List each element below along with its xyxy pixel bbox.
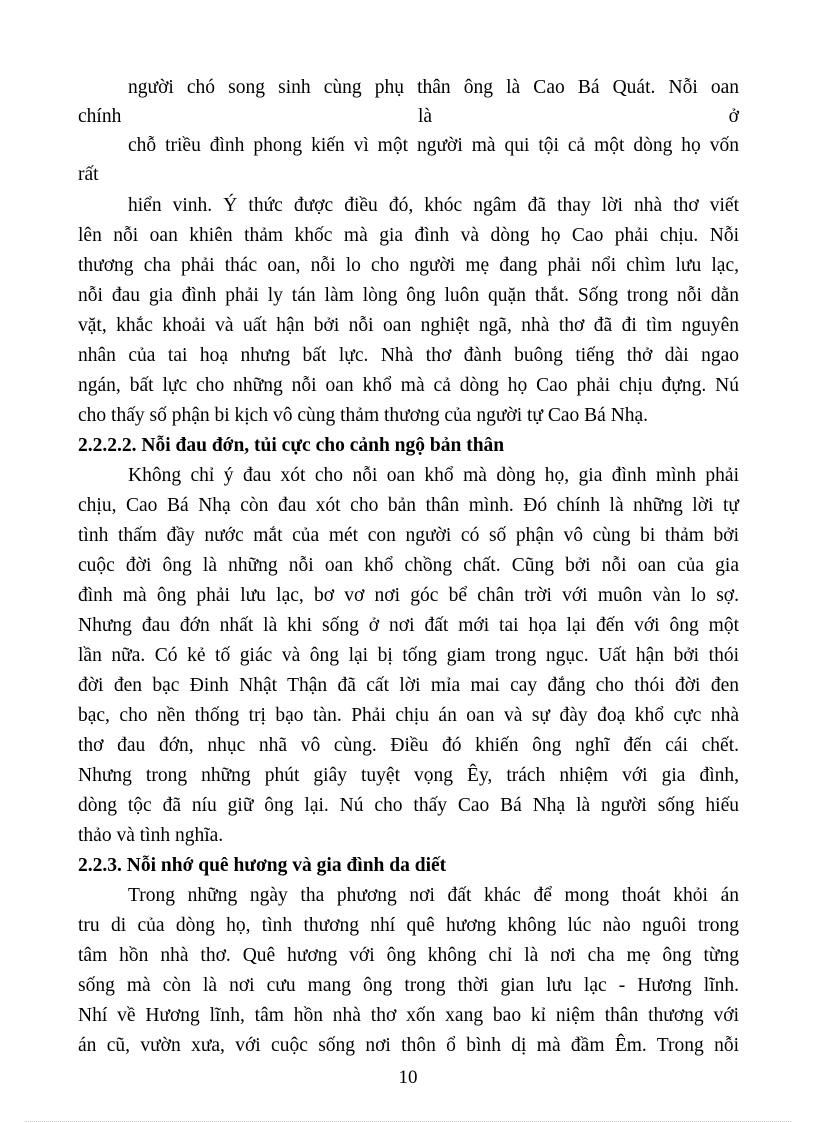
text-line: lên nỗi oan khiên thảm khốc mà gia đình và dòng họ Cao phải chịu. Nỗi	[78, 225, 739, 246]
text-line: tâm hồn nhà thơ. Quê hương với ông không chỉ là nơi cha mẹ ông từng	[78, 945, 739, 966]
text-line: cuộc đời ông là những nỗi oan khổ chồng chất. Cũng bởi nỗi oan của gia	[78, 555, 739, 576]
text-line: người chó song sinh cùng phụ thân ông là Cao Bá Quát. Nỗi oan	[128, 77, 739, 98]
text-line: án cũ, vườn xưa, với cuộc sống nơi thôn ổ bình dị mà đầm Êm. Trong nỗi	[78, 1035, 739, 1056]
section-heading: 2.2.3. Nỗi nhớ quê hương và gia đình da diết	[78, 855, 447, 876]
text-line: sống mà còn là nơi cưu mang ông trong thời gian lưu lạc - Hương lĩnh.	[78, 975, 739, 996]
text-line: Trong những ngày tha phương nơi đất khác để mong thoát khỏi án	[128, 885, 739, 906]
text-line: tình thấm đầy nước mắt của mét con người có số phận vô cùng bi thảm bởi	[78, 525, 739, 546]
text-line: rất	[78, 164, 99, 185]
text-line: chính là ở	[78, 106, 739, 127]
text-line: chịu, Cao Bá Nhạ còn đau xót cho bản thân mình. Đó chính là những lời tự	[78, 495, 739, 516]
text-line: thương cha phải thác oan, nỗi lo cho người mẹ đang phải nổi chìm lưu lạc,	[78, 255, 739, 276]
text-line: cho thấy số phận bi kịch vô cùng thảm thương của người tự Cao Bá Nhạ.	[78, 405, 649, 426]
text-line: lần nữa. Có kẻ tố giác và ông lại bị tống giam trong ngục. Uất hận bởi thói	[78, 645, 739, 666]
text-line: đình mà ông phải lưu lạc, bơ vơ nơi góc bể chân trời với muôn vàn lo sợ.	[78, 585, 739, 606]
text-line: Không chỉ ý đau xót cho nỗi oan khổ mà dòng họ, gia đình mình phải	[128, 465, 739, 486]
text-line: dòng tộc đã níu giữ ông lại. Nú cho thấy Cao Bá Nhạ là người sống hiếu	[78, 795, 739, 816]
text-line: hiển vinh. Ý thức được điều đó, khóc ngâm đã thay lời nhà thơ viết	[128, 195, 739, 216]
text-line: Nhưng đau đớn nhất là khi sống ở nơi đất mới tai họa lại đến với ông một	[78, 615, 739, 636]
text-line: tru di của dòng họ, tình thương nhí quê hương không lúc nào nguôi trong	[78, 915, 739, 936]
text-line: nỗi đau gia đình phải ly tán làm lòng ông luôn quặn thắt. Sống trong nỗi dằn	[78, 285, 739, 306]
page-bottom-divider	[25, 1121, 791, 1122]
text-line: ngán, bất lực cho những nỗi oan khổ mà cả dòng họ Cao phải chịu đựng. Nú	[78, 375, 739, 396]
text-line: Nhí về Hương lĩnh, tâm hồn nhà thơ xốn xang bao kỉ niệm thân thương với	[78, 1005, 739, 1026]
text-line: chỗ triều đình phong kiến vì một người mà qui tội cả một dòng họ vốn	[128, 135, 739, 156]
text-line: Nhưng trong những phút giây tuyệt vọng Êy, trách nhiệm với gia đình,	[78, 765, 739, 786]
text-line: đời đen bạc Đinh Nhật Thận đã cất lời mỉa mai cay đắng cho thói đời đen	[78, 675, 739, 696]
section-heading: 2.2.2.2. Nỗi đau đớn, tủi cực cho cảnh ngộ bản thân	[78, 435, 505, 456]
text-line: bạc, cho nền thống trị bạo tàn. Phải chịu án oan và sự đày đoạ khổ cực nhà	[78, 705, 739, 726]
text-line: nhân của tai hoạ nhưng bất lực. Nhà thơ đành buông tiếng thở dài ngao	[78, 345, 739, 366]
page-number: 10	[398, 1067, 418, 1088]
text-line: thảo và tình nghĩa.	[78, 825, 224, 846]
text-line: thơ đau đớn, nhục nhã vô cùng. Điều đó khiến ông nghĩ đến cái chết.	[78, 735, 739, 756]
text-line: vặt, khắc khoải và uất hận bởi nỗi oan nghiệt ngã, nhà thơ đã đi tìm nguyên	[78, 315, 739, 336]
